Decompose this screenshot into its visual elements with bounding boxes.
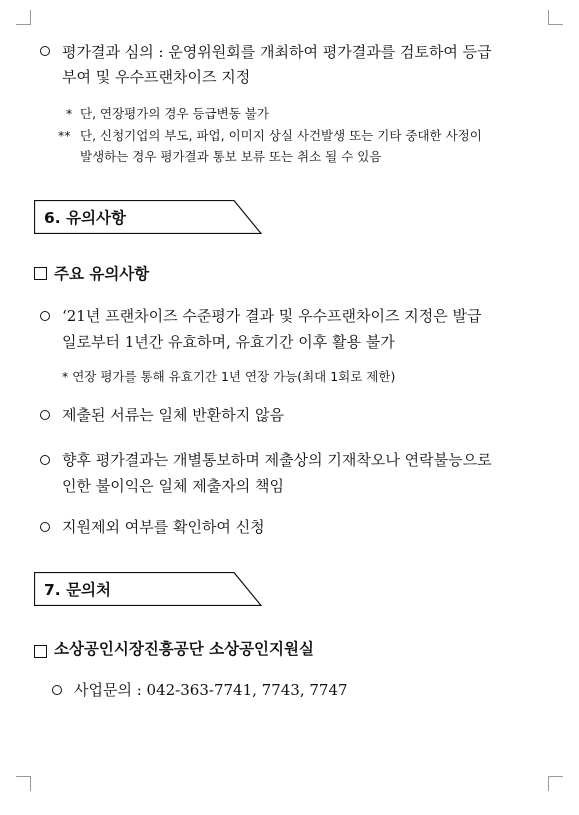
item-text-line: ‘21년 프랜차이즈 수준평가 결과 및 우수프랜차이즈 지정은 발급 <box>62 307 482 325</box>
bullet-text-line: 평가결과 심의 : 운영위원회를 개최하여 평가결과를 검토하여 등급 <box>62 43 492 61</box>
item-text: 제출된 서류는 일체 반환하지 않음 <box>62 406 284 424</box>
item-text-line: 인한 불이익은 일체 제출자의 책임 <box>62 477 284 495</box>
item-text-line: 일로부터 1년간 유효하며, 유효기간 이후 활용 불가 <box>62 333 395 351</box>
item-text-line: 향후 평가결과는 개별통보하며 제출상의 기재착오나 연락불능으로 <box>62 451 492 469</box>
section-heading <box>34 572 262 606</box>
bullet-text-line: 부여 및 우수프랜차이즈 지정 <box>62 68 251 86</box>
checkbox-bullet-icon <box>34 642 47 661</box>
circle-bullet-icon <box>40 518 50 538</box>
note-text: 단, 신청기업의 부도, 파업, 이미지 상실 사건발생 또는 기타 중대한 사정이 <box>80 128 482 143</box>
section-heading-text: 7. 문의처 <box>44 581 111 599</box>
note-mark: * <box>66 106 73 121</box>
note-text: * 연장 평가를 통해 유효기간 1년 연장 가능(최대 1회로 제한) <box>62 369 396 384</box>
item-text: 지원제외 여부를 확인하여 신청 <box>62 518 265 536</box>
note-mark: ** <box>58 128 71 143</box>
crop-mark-top-left <box>16 10 31 25</box>
circle-bullet-icon <box>40 406 50 426</box>
circle-bullet-icon <box>40 42 50 62</box>
note-text: 단, 연장평가의 경우 등급변동 불가 <box>80 106 269 121</box>
section-heading <box>34 200 262 234</box>
crop-mark-top-right <box>548 10 563 25</box>
circle-bullet-icon <box>40 451 50 471</box>
checkbox-bullet-icon <box>34 264 47 283</box>
subheading: 소상공인시장진흥공단 소상공인지원실 <box>54 640 314 658</box>
contact-text: 사업문의 : 042-363-7741, 7743, 7747 <box>74 681 348 699</box>
note-text: 발생하는 경우 평가결과 통보 보류 또는 취소 될 수 있음 <box>80 149 382 164</box>
circle-bullet-icon <box>52 681 62 701</box>
section-heading-text: 6. 유의사항 <box>44 209 126 227</box>
subheading: 주요 유의사항 <box>54 265 150 283</box>
crop-mark-bottom-right <box>548 776 563 791</box>
circle-bullet-icon <box>40 307 50 327</box>
crop-mark-bottom-left <box>16 776 31 791</box>
